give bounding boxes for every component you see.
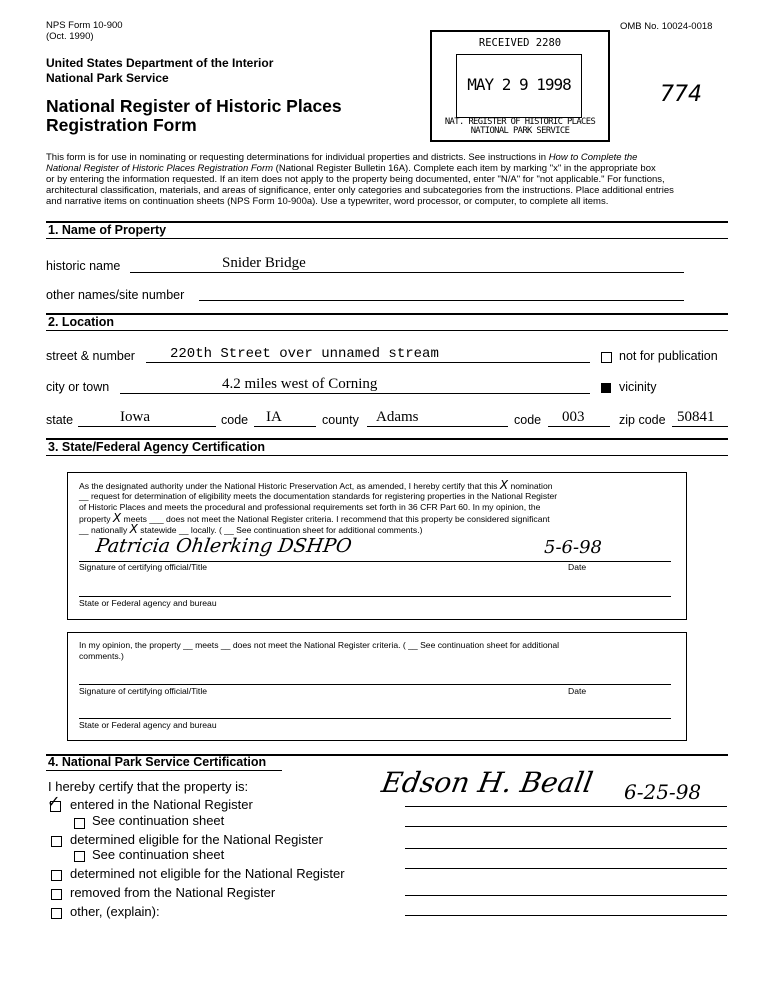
not-for-publication-checkbox[interactable] <box>601 352 612 363</box>
certify-intro: I hereby certify that the property is: <box>48 779 249 794</box>
cert-line2: __ request for determination of eligibility meets the documentation standards for registering properties in the National Register <box>79 491 558 501</box>
nomination-mark[interactable]: X <box>499 478 509 492</box>
entered-label: entered in the National Register <box>70 797 253 812</box>
street-value[interactable]: 220th Street over unnamed stream <box>170 346 439 362</box>
historic-name-line <box>130 272 684 273</box>
instructions-line5: and narrative items on continuation sheets (NPS Form 10-900a). Use a typewriter, word processor, or computer, to complete all items. <box>46 196 609 207</box>
county-label: county <box>322 413 359 427</box>
service: National Park Service <box>46 71 169 85</box>
instructions-line1 <box>46 152 736 163</box>
stamp-line2: NATIONAL PARK SERVICE <box>470 126 570 136</box>
signature-line <box>405 868 727 869</box>
instr-text: This form is for use in nominating or requesting determinations for individual properties and districts. See instructions in <box>46 152 549 163</box>
opinion-box <box>67 632 687 741</box>
cert-text: __ nationally <box>79 525 128 535</box>
cert-line4 <box>79 513 550 525</box>
instr-italic: How to Complete the <box>548 152 638 163</box>
zip-label: zip code <box>619 413 666 427</box>
zip-line <box>672 426 728 427</box>
opinion-line1: In my opinion, the property __ meets __ does not meet the National Register criteria. ( __ See continuation sheet for additional <box>79 640 560 650</box>
historic-name-value[interactable]: Snider Bridge <box>222 255 306 271</box>
instr-text: (National Register Bulletin 16A). Complete each item by marking "x" in the appropriate box <box>273 163 656 174</box>
stamp-inner-box <box>456 54 582 118</box>
section3-heading: 3. State/Federal Agency Certification <box>48 440 265 454</box>
divider <box>46 770 282 771</box>
county-code-line <box>548 426 610 427</box>
code-label: code <box>221 413 249 427</box>
agency-label: State or Federal agency and bureau <box>79 720 217 730</box>
not-for-publication-label: not for publication <box>619 349 718 363</box>
city-label: city or town <box>46 380 110 394</box>
section2-heading: 2. Location <box>48 315 114 329</box>
agency-line <box>79 718 671 719</box>
entered-continuation-checkbox[interactable] <box>74 818 85 829</box>
date-label: Date <box>568 686 587 696</box>
historic-name-label: historic name <box>46 259 121 273</box>
other-label: other, (explain): <box>70 904 160 919</box>
other-names-label: other names/site number <box>46 288 185 302</box>
divider <box>46 238 728 239</box>
zip-value[interactable]: 50841 <box>677 409 715 425</box>
shpo-date[interactable]: 5-6-98 <box>544 537 602 558</box>
not-eligible-checkbox[interactable] <box>51 870 62 881</box>
signature-label: Signature of certifying official/Title <box>79 686 208 696</box>
signature-line <box>405 895 727 896</box>
removed-label: removed from the National Register <box>70 885 276 900</box>
omb-number: OMB No. 10024-0018 <box>620 21 713 32</box>
state-certification-box <box>67 472 687 620</box>
signature-line <box>405 806 727 807</box>
state-line <box>78 426 216 427</box>
handwritten-number: 774 <box>660 82 702 107</box>
instructions-line3: or by entering the information requested. If an item does not apply to the property being documented, enter "N/A" for "not applicable." For functions, <box>46 174 665 185</box>
county-code-value[interactable]: 003 <box>562 409 585 425</box>
eligible-label: determined eligible for the National Register <box>70 832 323 847</box>
form-number: NPS Form 10-900 <box>46 20 123 31</box>
instructions-line2 <box>46 163 736 174</box>
cert-line1 <box>79 480 553 492</box>
keeper-signature[interactable]: Edson H. Beall <box>379 766 596 799</box>
instructions-line4: architectural classification, materials, and areas of significance, enter only categories and subcategories from the instructions. Place additional entries <box>46 185 674 196</box>
removed-checkbox[interactable] <box>51 889 62 900</box>
county-value[interactable]: Adams <box>376 409 419 425</box>
other-names-line <box>199 300 684 301</box>
stamp-line1: NAT. REGISTER OF HISTORIC PLACES <box>444 117 596 127</box>
department: United States Department of the Interior <box>46 56 274 70</box>
code-line <box>254 426 316 427</box>
city-line <box>120 393 590 394</box>
eligible-continuation-checkbox[interactable] <box>74 851 85 862</box>
divider <box>46 455 728 456</box>
cert-text: property <box>79 514 111 524</box>
received-stamp <box>430 30 610 142</box>
keeper-date[interactable]: 6-25-98 <box>624 780 702 804</box>
agency-label: State or Federal agency and bureau <box>79 598 217 608</box>
cert-line5 <box>79 524 422 536</box>
agency-line <box>79 596 671 597</box>
eligible-continuation-label: See continuation sheet <box>92 847 225 862</box>
signature-line <box>405 915 727 916</box>
divider <box>46 313 728 315</box>
signature-line <box>79 684 671 685</box>
county-code-label: code <box>514 413 542 427</box>
shpo-signature[interactable]: Patricia Ohlerking DSHPO <box>94 535 354 557</box>
signature-line <box>405 848 727 849</box>
opinion-line2: comments.) <box>79 651 124 661</box>
statewide-mark[interactable]: X <box>129 522 138 536</box>
entered-check-mark: ✓ <box>47 792 61 811</box>
other-checkbox[interactable] <box>51 908 62 919</box>
cert-text: nomination <box>510 481 553 491</box>
section1-heading: 1. Name of Property <box>48 223 167 237</box>
state-label: state <box>46 413 74 427</box>
cert-text: statewide __ locally. ( __ See continuation sheet for additional comments.) <box>140 525 423 535</box>
instr-italic: National Register of Historic Places Registration Form <box>46 163 274 174</box>
vicinity-checkbox[interactable] <box>601 383 611 393</box>
date-label: Date <box>568 562 587 572</box>
form-title-line1: National Register of Historic Places <box>46 96 342 116</box>
code-value[interactable]: IA <box>266 409 282 425</box>
state-value[interactable]: Iowa <box>120 409 150 425</box>
county-line <box>367 426 508 427</box>
cert-text: As the designated authority under the National Historic Preservation Act, as amended, I hereby certify that this <box>79 481 498 491</box>
signature-line <box>405 826 727 827</box>
section4-heading: 4. National Park Service Certification <box>48 755 267 769</box>
divider <box>46 330 728 331</box>
cert-line3: of Historic Places and meets the procedural and professional requirements set forth in 36 CFR Part 60. In my opinion, the <box>79 502 541 512</box>
stamp-received: RECEIVED 2280 <box>478 37 562 49</box>
street-line <box>146 362 590 363</box>
form-title-line2: Registration Form <box>46 115 197 135</box>
vicinity-label: vicinity <box>619 380 657 394</box>
form-date: (Oct. 1990) <box>46 31 94 42</box>
cert-text: meets ___ does not meet the National Register criteria. I recommend that this property be considered significant <box>123 514 550 524</box>
not-eligible-label: determined not eligible for the National Register <box>70 866 345 881</box>
stamp-date: MAY 2 9 1998 <box>467 75 571 94</box>
entered-continuation-label: See continuation sheet <box>92 813 225 828</box>
meets-mark[interactable]: X <box>112 511 122 525</box>
signature-label: Signature of certifying official/Title <box>79 562 208 572</box>
city-value[interactable]: 4.2 miles west of Corning <box>222 376 378 392</box>
eligible-checkbox[interactable] <box>51 836 62 847</box>
street-label: street & number <box>46 349 135 363</box>
